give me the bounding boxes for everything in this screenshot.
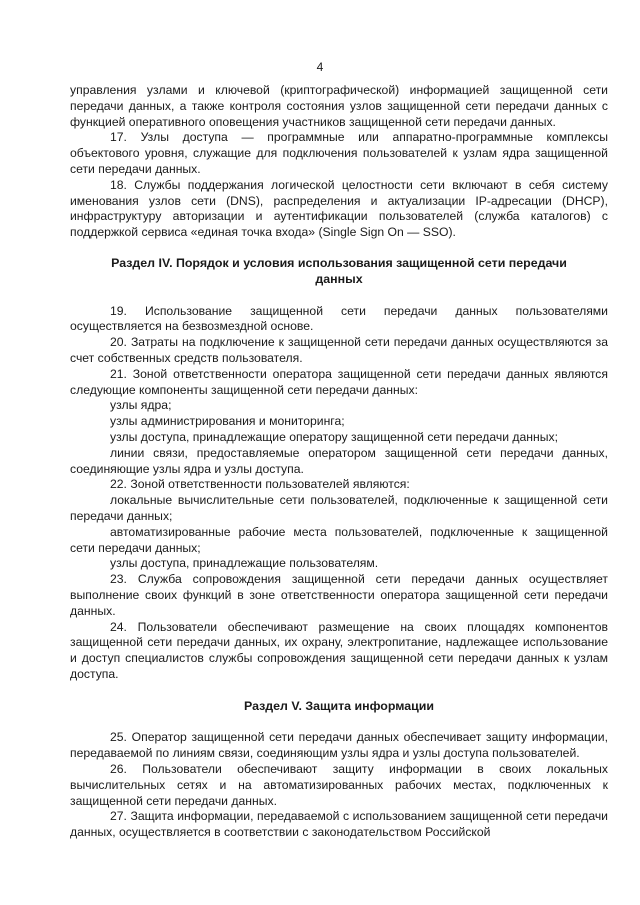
list-item: автоматизированные рабочие места пользователей, подключенные к защищенной сети передачи данных; [70,524,608,555]
list-item: линии связи, предоставляемые оператором защищенной сети передачи данных, соединяющие узлы ядра и узлы доступа. [70,445,608,476]
list-item: узлы администрирования и мониторинга; [110,414,345,429]
list-item: локальные вычислительные сети пользователей, подключенные к защищенной сети передачи данных; [70,493,608,523]
paragraph-22: 22. Зоной ответственности пользователей являются: [110,477,410,492]
paragraph-21: 21. Зоной ответственности оператора защищенной сети передачи данных являются следующие компоненты защищенной сети передачи данных: [70,366,608,397]
page-number: 4 [316,60,324,74]
list-item: узлы доступа, принадлежащие оператору защищенной сети передачи данных; [110,429,558,444]
paragraph-20: 20. Затраты на подключение к защищенной сети передачи данных осуществляются за счет собственных средств пользователя. [70,335,608,365]
paragraph-26: 26. Пользователи обеспечивают защиту информации в своих локальных вычислительных сетях и на автоматизированных рабочих местах, подключенных к защищенной сети передачи данных. [70,762,608,808]
list-item: узлы ядра; [110,398,172,413]
section-4-heading: Раздел IV. Порядок и условия использования защищенной сети передачи данных [111,255,567,286]
paragraph-23: 23. Служба сопровождения защищенной сети передачи данных осуществляет выполнение своих функций в зоне ответственности оператора защищенной сети передачи данных. [70,572,608,618]
paragraph-17: 17. Узлы доступа — программные или аппаратно-программные комплексы объектового уровня, служащие для подключения пользователей к узлам ядра защищенной сети передачи данных. [70,130,608,176]
paragraph-24: 24. Пользователи обеспечивают размещение на своих площадях компонентов защищенной сети передачи данных, их охрану, электропитание, надлежащее использование и доступ специалистов службы сопровождения защищенной сети передачи данных к узлам доступа. [70,619,608,681]
document-body [70,83,608,841]
list-item: узлы доступа, принадлежащие пользователям. [110,556,379,571]
paragraph-27: 27. Защита информации, передаваемой с использованием защищенной сети передачи данных, осуществляется в соответствии с законодательством Российской [70,809,608,840]
paragraph-18: 18. Службы поддержания логической целостности сети включают в себя систему именования узлов сети (DNS), распределения и актуализации IP-адресации (DHCP), инфраструктуру авторизации и аутентификации пользователей (служба каталогов) с поддержкой сервиса «единая точка входа» (Single Sign On — SSO). [70,177,608,240]
paragraph-25: 25. Оператор защищенной сети передачи данных обеспечивает защиту информации, передаваемой по линиям связи, соединяющим узлы ядра и узлы доступа пользователей. [70,730,608,761]
paragraph-19: 19. Использование защищенной сети передачи данных пользователями осуществляется на безвозмездной основе. [70,303,608,334]
paragraph-continuation: управления узлами и ключевой (криптографической) информацией защищенной сети передачи данных, а также контроля состояния узлов защищенной сети передачи данных с функцией оперативного оповещения участников защищенной сети передачи данных. [70,83,608,129]
section-5-heading: Раздел V. Защита информации [243,698,434,713]
